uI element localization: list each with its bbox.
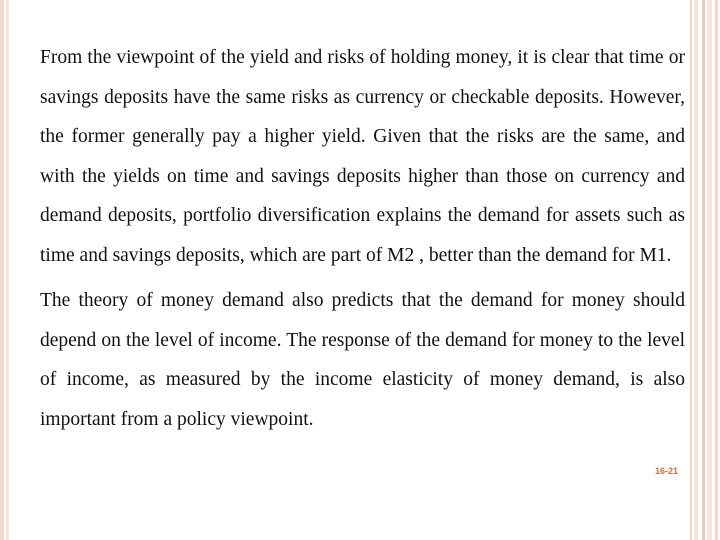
border-stripe xyxy=(707,0,712,540)
border-stripe xyxy=(715,0,718,540)
border-stripe xyxy=(690,0,692,540)
border-stripe xyxy=(702,0,705,540)
border-stripe xyxy=(694,0,698,540)
paragraph-income-elasticity: The theory of money demand also predicts that the demand for money should depend on the level of income. The response of the demand for money to the level of income, as measured by the income elasticity of money demand, is also important from a policy viewpoint. xyxy=(40,290,685,430)
slide-body xyxy=(40,38,685,439)
left-decorative-border xyxy=(0,0,12,540)
slide-number: 16-21 xyxy=(655,466,679,476)
right-decorative-border xyxy=(684,0,720,540)
paragraph-yield-risks: From the viewpoint of the yield and risks of holding money, it is clear that time or savings deposits have the same risks as currency or checkable deposits. However, the former generally pay a higher yield. Given that the risks are the same, and with the yields on time and savings deposits higher than those on currency and demand deposits, portfolio diversification explains the demand for assets such as time and savings deposits, which are part of M2 , better than the demand for M1. xyxy=(40,47,685,266)
